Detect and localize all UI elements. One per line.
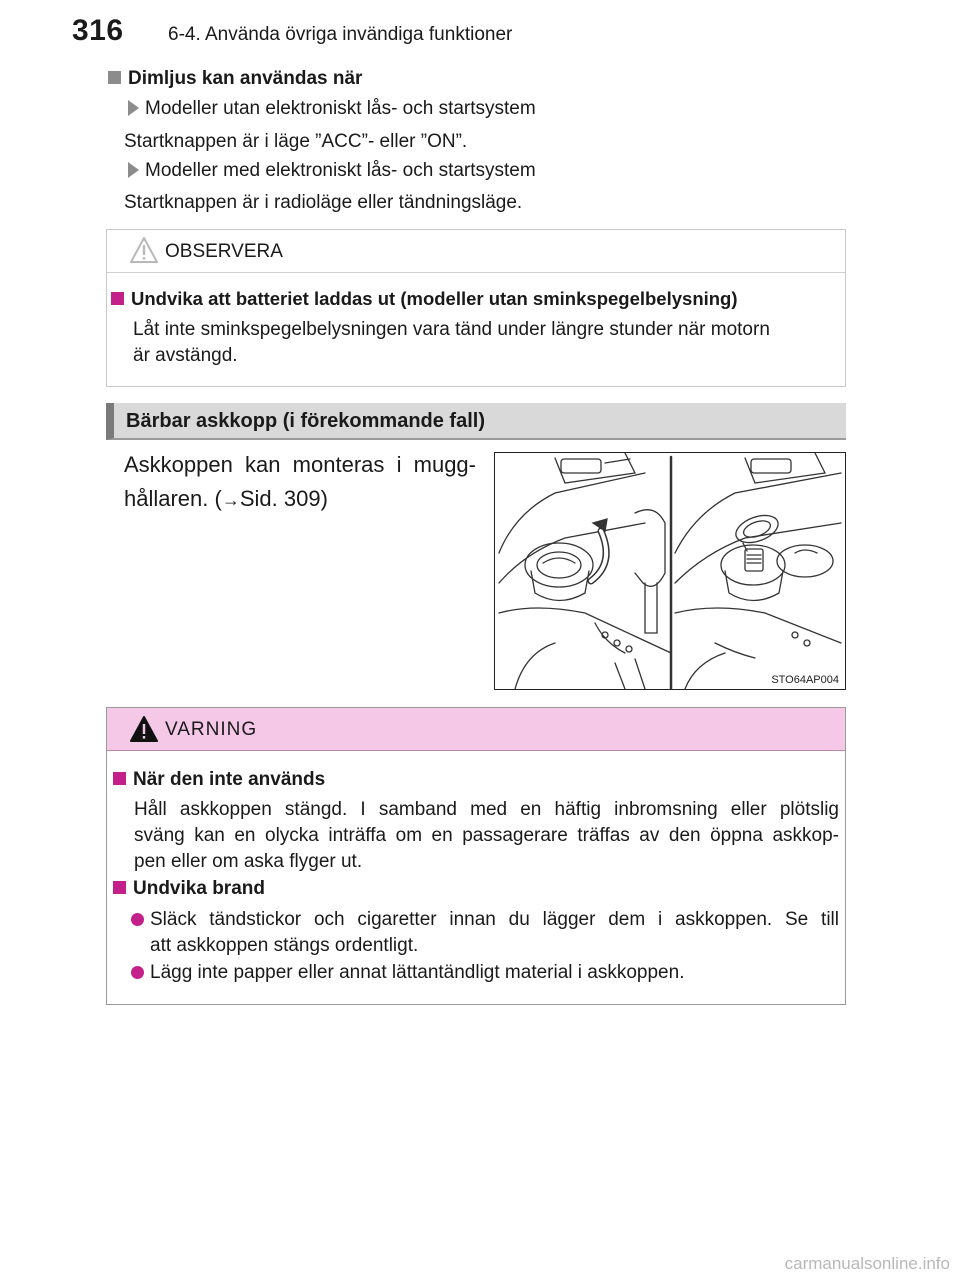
paragraph-line: sväng kan en olycka inträffa om en passagerare träffas av den öppna askkop-	[134, 825, 839, 846]
ashtray-illustration	[494, 452, 846, 690]
page-number: 316	[72, 14, 124, 47]
square-bullet-icon	[111, 292, 124, 305]
observera-heading-text: Undvika att batteriet laddas ut (modeller utan sminkspegelbelysning)	[131, 288, 738, 309]
model-line-2	[128, 158, 536, 184]
paragraph-line: pen eller om aska flyger ut.	[134, 851, 363, 872]
section-title: Bärbar askkopp (i förekommande fall)	[126, 410, 485, 432]
triangle-bullet-icon	[128, 162, 139, 178]
round-bullet-icon	[131, 913, 144, 926]
image-code: STO64AP004	[771, 674, 839, 686]
chapter-title: 6-4. Använda övriga invändiga funktioner	[168, 24, 513, 45]
condition-line-1: Startknappen är i läge ”ACC”- eller ”ON”.	[124, 131, 468, 152]
ashtray-drawing	[495, 453, 845, 689]
square-bullet-icon	[108, 71, 121, 84]
observera-title: OBSERVERA	[165, 241, 283, 262]
intro-line-2	[124, 482, 476, 517]
arrow-right-icon: →	[221, 490, 240, 510]
model-line-1	[128, 96, 536, 122]
varning-heading-1-text: När den inte används	[133, 769, 326, 790]
square-bullet-icon	[113, 881, 126, 894]
intro-line-1: Askkoppen kan monteras i mugg-	[124, 452, 476, 477]
observera-header	[107, 230, 845, 273]
bullet-line: att askkoppen stängs ordentligt.	[150, 935, 419, 956]
varning-heading-2-text: Undvika brand	[133, 878, 265, 899]
varning-heading-1	[113, 769, 325, 791]
caution-outline-icon	[129, 236, 159, 264]
dimljus-heading	[108, 68, 362, 90]
askkopp-intro	[124, 448, 476, 517]
paragraph-line: Håll askkoppen stängd. I samband med en häftig inbromsning eller plötslig	[134, 799, 839, 820]
triangle-bullet-icon	[128, 100, 139, 116]
warning-triangle-icon	[129, 715, 159, 743]
varning-box	[106, 707, 846, 1005]
observera-text-2: är avstängd.	[133, 345, 238, 366]
page-reference-link[interactable]: Sid. 309	[239, 486, 321, 511]
observera-text-1: Låt inte sminkspegelbelysningen vara tänd under längre stunder när motorn	[133, 319, 770, 340]
observera-heading	[111, 288, 738, 310]
varning-header	[107, 708, 845, 751]
condition-line-2: Startknappen är i radioläge eller tändningsläge.	[124, 192, 523, 213]
observera-box	[106, 229, 846, 387]
round-bullet-icon	[131, 966, 144, 979]
model-label: Modeller utan elektroniskt lås- och startsystem	[145, 98, 536, 119]
square-bullet-icon	[113, 772, 126, 785]
bullet-line: Släck tändstickor och cigaretter innan du lägger dem i askkoppen. Se till	[150, 909, 839, 930]
varning-paragraph-1	[134, 797, 839, 875]
varning-bullet-2	[131, 960, 839, 986]
section-title-bar	[106, 403, 846, 440]
intro-suffix: )	[320, 486, 328, 511]
model-label: Modeller med elektroniskt lås- och startsystem	[145, 160, 536, 181]
varning-bullet-1	[131, 907, 839, 959]
varning-title: VARNING	[165, 719, 258, 740]
bullet-line: Lägg inte papper eller annat lättantändligt material i askkoppen.	[150, 962, 685, 983]
varning-heading-2	[113, 878, 265, 900]
watermark: carmanualsonline.info	[784, 1254, 950, 1273]
dimljus-heading-text: Dimljus kan användas när	[128, 68, 363, 89]
intro-prefix: hållaren. (	[124, 486, 222, 511]
